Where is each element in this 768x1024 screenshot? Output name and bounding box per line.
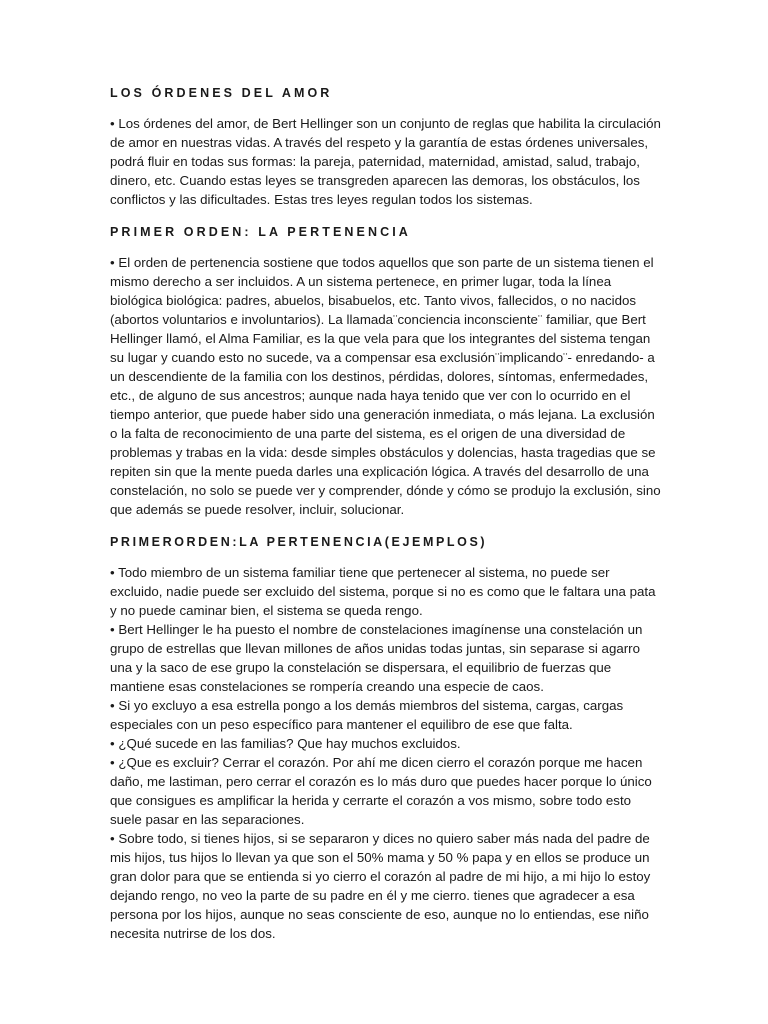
- list-item: • Si yo excluyo a esa estrella pongo a los demás miembros del sistema, cargas, cargas especiales con un peso específico para mantener el equilibro de ese que falta.: [110, 698, 624, 732]
- list-item: • ¿Qué sucede en las familias? Que hay muchos excluidos.: [110, 736, 461, 751]
- section-pertenencia-ejemplos: [110, 533, 662, 943]
- document-title: LOS ÓRDENES DEL AMOR: [110, 86, 333, 100]
- section-heading: PRIMER ORDEN: LA PERTENENCIA: [110, 225, 411, 239]
- list-item: • ¿Que es excluir? Cerrar el corazón. Por ahí me dicen cierro el corazón porque me hacen daño, me lastiman, pero cerrar el corazón es lo más duro que puedes hacer porque lo único que consigues es amplificar la herida y cerrarte el corazón a vos mismo, sobre todo esto suele pasar en las separaciones.: [110, 755, 652, 827]
- intro-section: [110, 84, 662, 209]
- section-pertenencia: [110, 223, 662, 519]
- list-item: • Bert Hellinger le ha puesto el nombre de constelaciones imagínense una constelación un grupo de estrellas que llevan millones de años unidas todas juntas, sin separase si agarro una y la saco de ese grupo la constelación se dispersara, el equilibrio de fuerzas que mantiene esas constelaciones se rompería creando una especie de caos.: [110, 622, 643, 694]
- intro-paragraph: • Los órdenes del amor, de Bert Hellinger son un conjunto de reglas que habilita la circulación de amor en nuestras vidas. A través del respeto y la garantía de estas órdenes universales, podrá fluir en todas sus formas: la pareja, paternidad, maternidad, amistad, salud, trabajo, dinero, etc. Cuando estas leyes se transgreden aparecen las demoras, los obstáculos, los conflictos y las dificultades. Estas tres leyes regulan todos los sistemas.: [110, 116, 661, 207]
- list-item: • Todo miembro de un sistema familiar tiene que pertenecer al sistema, no puede ser excluido, nadie puede ser excluido del sistema, porque si no es como que le faltara una pata y no puede caminar bien, el sistema se queda rengo.: [110, 565, 656, 618]
- section-body: • El orden de pertenencia sostiene que todos aquellos que son parte de un sistema tienen el mismo derecho a ser incluidos. A un sistema pertenece, en primer lugar, toda la línea biológica biológica: padres, abuelos, bisabuelos, etc. Tanto vivos, fallecidos, o no nacidos (abortos voluntarios e involuntarios). La llamada¨conciencia inconsciente¨ familiar, que Bert Hellinger llamó, el Alma Familiar, es la que vela para que los integrantes del sistema tengan su lugar y cuando esto no sucede, va a compensar esa exclusión¨implicando¨- enredando- a un descendiente de la familia con los destinos, pérdidas, dolores, síntomas, enfermedades, etc., de alguno de sus ancestros; aunque nada haya tenido que ver con lo ocurrido en el tiempo anterior, que puede haber sido una generación inmediata, o más lejana. La exclusión o la falta de reconocimiento de una parte del sistema, es el origen de una diversidad de problemas y trabas en la vida: desde simples obstáculos y dolencias, hasta tragedias que se repiten sin que la mente pueda darles una explicación lógica. A través del desarrollo de una constelación, no solo se puede ver y comprender, dónde y cómo se produjo la exclusión, sino que además se puede resolver, incluir, solucionar.: [110, 255, 661, 517]
- section-heading: PRIMERORDEN:LA PERTENENCIA(EJEMPLOS): [110, 535, 488, 549]
- list-item: • Sobre todo, si tienes hijos, si se separaron y dices no quiero saber más nada del padre de mis hijos, tus hijos lo llevan ya que son el 50% mama y 50 % papa y en ellos se produce un gran dolor para que se entienda si yo cierro el corazón al padre de mi hijo, a mi hijo lo estoy dejando rengo, no veo la parte de su padre en él y me cierro. tienes que agradecer a esa persona por los hijos, aunque no seas consciente de eso, aunque no lo entiendas, ese niño necesita nutrirse de los dos.: [110, 831, 651, 941]
- document-page: [110, 84, 662, 957]
- example-list: [110, 563, 662, 943]
